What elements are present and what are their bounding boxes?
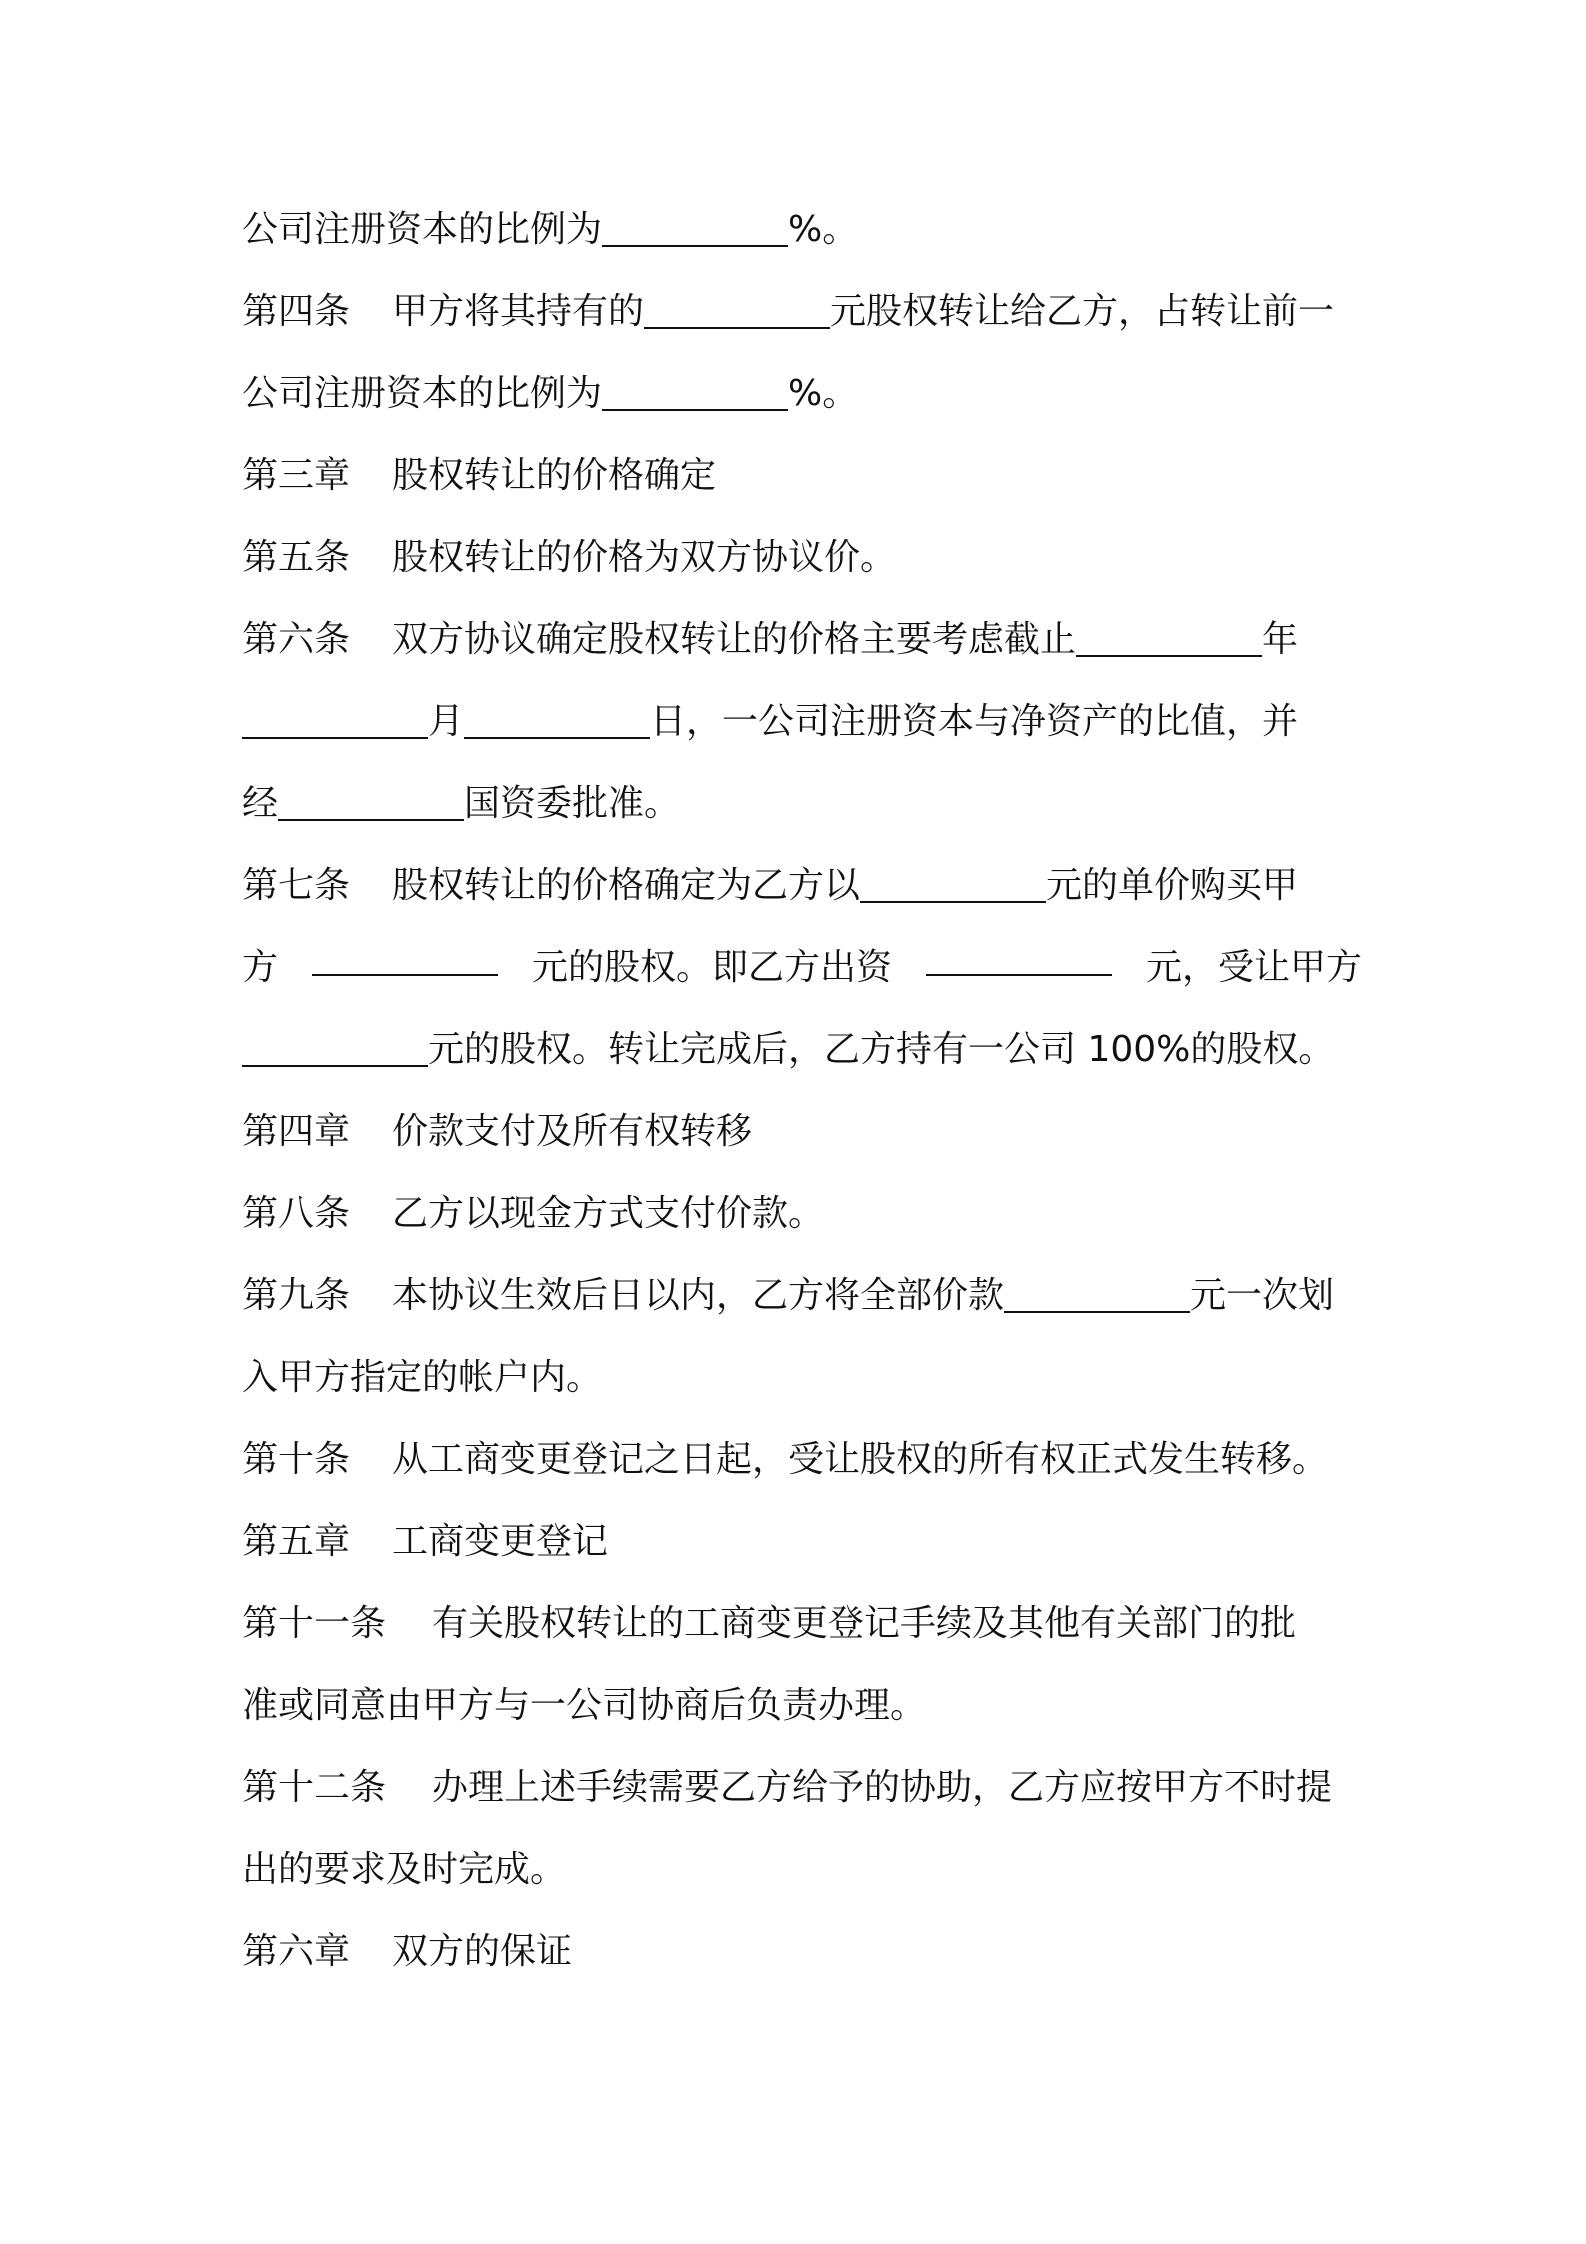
chapter-title: 双方的保证 <box>392 1931 573 1972</box>
clause-text: 从工商变更登记之日起，受让股权的所有权正式发生转移。 <box>392 1439 1329 1480</box>
fill-in-blank <box>1004 1275 1190 1313</box>
chapter-title: 工商变更登记 <box>392 1521 609 1562</box>
clause-text: %。 <box>788 373 859 414</box>
clause-12-line <box>242 1758 1362 1818</box>
clause-text: 出的要求及时完成。 <box>242 1849 567 1890</box>
clause-text: 办理上述手续需要乙方给予的协助，乙方应按甲方不时提 <box>432 1767 1333 1808</box>
text-line <box>242 1840 1362 1900</box>
chapter-title: 价款支付及所有权转移 <box>392 1111 753 1152</box>
clause-text: 元的股权。即乙方出资 <box>531 947 892 988</box>
clause-text: 公司注册资本的比例为 <box>242 373 603 414</box>
clause-number: 第六条 <box>242 619 351 660</box>
text-line <box>242 774 1362 834</box>
clause-text: 元一次划 <box>1190 1275 1335 1316</box>
chapter-number: 第五章 <box>242 1521 351 1562</box>
clause-text: 日，一公司注册资本与净资产的比值，并 <box>650 701 1299 742</box>
fill-in-blank <box>278 783 464 821</box>
clause-number: 第四条 <box>242 291 351 332</box>
clause-number: 第十二条 <box>242 1767 387 1808</box>
clause-4-line <box>242 282 1362 342</box>
chapter-4-heading <box>242 1102 1362 1162</box>
clause-number: 第十条 <box>242 1439 351 1480</box>
clause-8-line <box>242 1184 1362 1244</box>
clause-number: 第十一条 <box>242 1603 387 1644</box>
chapter-5-heading <box>242 1512 1362 1572</box>
text-line <box>242 1020 1362 1080</box>
clause-text: 元股权转让给乙方，占转让前一 <box>830 291 1335 332</box>
clause-text: 入甲方指定的帐户内。 <box>242 1357 603 1398</box>
clause-text: 乙方以现金方式支付价款。 <box>392 1193 825 1234</box>
clause-text: 有关股权转让的工商变更登记手续及其他有关部门的批 <box>432 1603 1297 1644</box>
fill-in-blank <box>312 938 498 976</box>
clause-text: 双方协议确定股权转让的价格主要考虑截止 <box>392 619 1077 660</box>
clause-text: 元的股权。转让完成后，乙方持有一公司 100%的股权。 <box>428 1029 1335 1070</box>
fill-in-blank <box>242 1029 428 1067</box>
clause-text: %。 <box>788 209 859 250</box>
text-line <box>242 364 1362 424</box>
text-line <box>242 1348 1362 1408</box>
clause-text: 经 <box>242 783 279 824</box>
clause-text: 国资委批准。 <box>464 783 681 824</box>
clause-text: 本协议生效后日以内，乙方将全部价款 <box>392 1275 1005 1316</box>
fill-in-blank <box>644 291 830 329</box>
text-line <box>242 938 1362 998</box>
clause-11-line <box>242 1594 1362 1654</box>
fill-in-blank <box>464 701 650 739</box>
clause-text: 公司注册资本的比例为 <box>242 209 603 250</box>
clause-9-line <box>242 1266 1362 1326</box>
text-line <box>242 1676 1362 1736</box>
clause-number: 第八条 <box>242 1193 351 1234</box>
chapter-6-heading <box>242 1922 1362 1982</box>
clause-text: 股权转让的价格确定为乙方以 <box>392 865 861 906</box>
chapter-number: 第四章 <box>242 1111 351 1152</box>
clause-text: 年 <box>1262 619 1299 660</box>
clause-number: 第五条 <box>242 537 351 578</box>
clause-text: 元的单价购买甲 <box>1046 865 1299 906</box>
fill-in-blank <box>1076 619 1262 657</box>
fill-in-blank <box>242 701 428 739</box>
clause-text: 准或同意由甲方与一公司协商后负责办理。 <box>242 1685 927 1726</box>
clause-text: 方 <box>242 947 279 988</box>
fill-in-blank <box>602 209 788 247</box>
chapter-3-heading <box>242 446 1362 506</box>
clause-text: 元，受让甲方 <box>1145 947 1362 988</box>
fill-in-blank <box>602 373 788 411</box>
fill-in-blank <box>860 865 1046 903</box>
text-line <box>242 200 1362 260</box>
clause-text: 甲方将其持有的 <box>392 291 645 332</box>
chapter-number: 第六章 <box>242 1931 351 1972</box>
clause-6-line <box>242 610 1362 670</box>
chapter-number: 第三章 <box>242 455 351 496</box>
clause-number: 第七条 <box>242 865 351 906</box>
clause-text: 股权转让的价格为双方协议价。 <box>392 537 897 578</box>
clause-10-line <box>242 1430 1362 1490</box>
chapter-title: 股权转让的价格确定 <box>392 455 717 496</box>
clause-5-line <box>242 528 1362 588</box>
clause-7-line <box>242 856 1362 916</box>
clause-number: 第九条 <box>242 1275 351 1316</box>
clause-text: 月 <box>428 701 465 742</box>
fill-in-blank <box>926 938 1112 976</box>
text-line <box>242 692 1362 752</box>
